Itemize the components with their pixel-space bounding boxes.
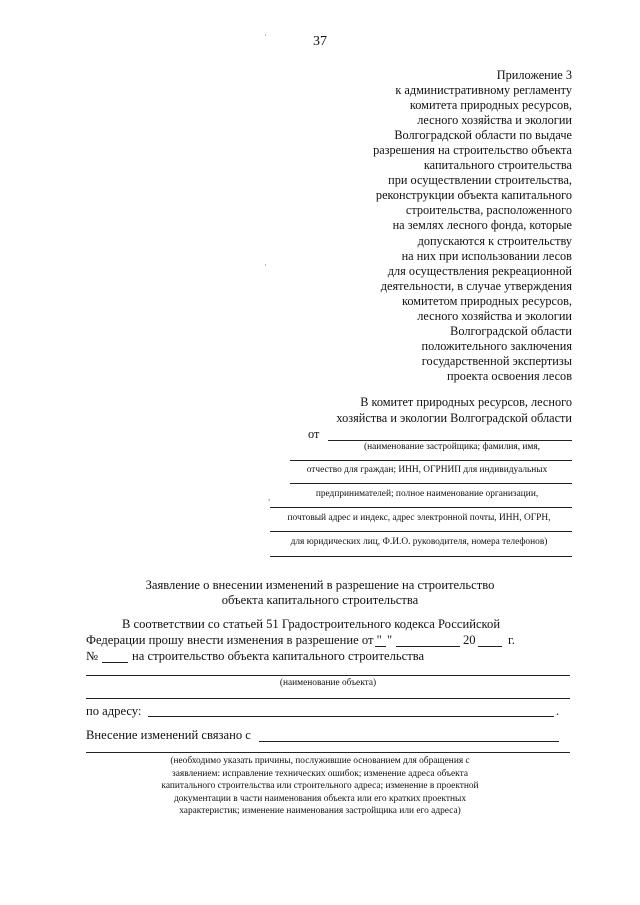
appendix-line: проекта освоения лесов	[447, 368, 572, 383]
title-line-1: Заявление о внесении изменений в разрешение на строительство	[145, 578, 495, 592]
applicant-hint-4: почтовый адрес и индекс, адрес электронной почты, ИНН, ОГРН,	[287, 513, 551, 523]
body-line-3b: на строительство объекта капитального строительства	[132, 649, 425, 663]
appendix-line: Волгоградской области по выдаче	[394, 128, 572, 143]
appendix-line: деятельности, в случае утверждения	[380, 278, 572, 293]
address-field[interactable]	[148, 716, 554, 717]
appendix-line: реконструкции объекта капитального	[375, 188, 572, 203]
reason-note-line-2: заявлением: исправление технических ошибок; изменение адреса объекта	[172, 768, 468, 779]
appendix-line: разрешения на строительство объекта	[373, 143, 572, 158]
appendix-line: Приложение 3	[496, 68, 572, 82]
reason-note-line-3: капитального строительства или строительного адреса; изменение в проектной	[161, 781, 479, 792]
body-line-2d: г.	[508, 633, 515, 647]
applicant-hint-1: (наименование застройщика; фамилия, имя,	[364, 442, 540, 452]
applicant-hint-3: предпринимателей; полное наименование организации,	[315, 489, 539, 499]
reason-label: Внесение изменений связано с	[86, 728, 251, 742]
appendix-line: на землях лесного фонда, которые	[392, 218, 572, 233]
scan-mark: ·	[264, 260, 267, 270]
body-line-2c: 20	[463, 633, 476, 647]
applicant-field-line[interactable]	[270, 507, 572, 508]
scan-mark: ,	[268, 492, 271, 502]
appendix-line: государственной экспертизы	[421, 353, 572, 368]
object-name-line[interactable]	[86, 675, 570, 676]
reason-note-line-4: документации в части наименования объекта или его кратких проектных	[173, 793, 467, 804]
reason-note	[120, 755, 520, 818]
reason-note-line-1: (необходимо указать причины, послужившие основанием для обращения с	[170, 756, 470, 766]
appendix-heading	[373, 68, 572, 384]
scan-mark: ·	[264, 30, 267, 40]
appendix-line: к административному регламенту	[395, 83, 572, 98]
appendix-line: Волгоградской области	[450, 323, 572, 338]
permit-month-field[interactable]	[396, 646, 460, 647]
applicant-field-line[interactable]	[270, 531, 572, 532]
appendix-line: комитета природных ресурсов,	[409, 98, 572, 113]
address-end-mark: .	[556, 704, 560, 718]
body-line-3a: №	[86, 649, 99, 663]
applicant-field-line[interactable]	[290, 483, 572, 484]
applicant-hint-2: отчество для граждан; ИНН, ОГРНИП для индивидуальных	[306, 465, 548, 475]
addressee-line-1: В комитет природных ресурсов, лесного	[360, 395, 572, 409]
title-line-2: объекта капитального строительства	[221, 593, 419, 607]
page-number: 37	[313, 34, 327, 49]
appendix-line: для осуществления рекреационной	[387, 263, 572, 278]
appendix-line: строительства, расположенного	[405, 203, 572, 218]
appendix-line: лесного хозяйства и экологии	[417, 308, 572, 323]
permit-number-field[interactable]	[102, 662, 128, 663]
appendix-line: капитального строительства	[423, 158, 572, 173]
document-title	[0, 578, 640, 608]
addressee-block	[336, 394, 572, 426]
permit-day-field[interactable]	[375, 646, 386, 647]
body-line-1: В соответствии со статьей 51 Градостроительного кодекса Российской	[122, 617, 501, 631]
body-line-2a: Федерации прошу внести изменения в разрешение от "	[86, 633, 382, 647]
appendix-line: положительного заключения	[421, 338, 572, 353]
applicant-field-line[interactable]	[328, 440, 572, 441]
object-name-line[interactable]	[86, 698, 570, 699]
permit-year-field[interactable]	[478, 646, 502, 647]
reason-field[interactable]	[259, 741, 559, 742]
address-label: по адресу:	[86, 704, 142, 718]
body-line-2b: "	[387, 633, 393, 647]
reason-field[interactable]	[86, 752, 570, 753]
appendix-line: лесного хозяйства и экологии	[417, 113, 572, 128]
reason-note-line-5: характеристик; изменение наименования застройщика или его адреса)	[179, 806, 461, 817]
appendix-line: при осуществлении строительства,	[388, 173, 572, 188]
object-name-hint: (наименование объекта)	[279, 678, 377, 688]
addressee-line-2: хозяйства и экологии Волгоградской области	[336, 411, 572, 425]
applicant-field-line[interactable]	[290, 460, 572, 461]
appendix-line: комитетом природных ресурсов,	[401, 293, 572, 308]
applicant-hint-5: для юридических лиц, Ф.И.О. руководителя, номера телефонов)	[290, 537, 548, 547]
appendix-line: на них при использовании лесов	[401, 248, 572, 263]
appendix-line: допускаются к строительству	[417, 233, 572, 248]
from-label: от	[308, 427, 320, 441]
applicant-field-line[interactable]	[270, 556, 572, 557]
